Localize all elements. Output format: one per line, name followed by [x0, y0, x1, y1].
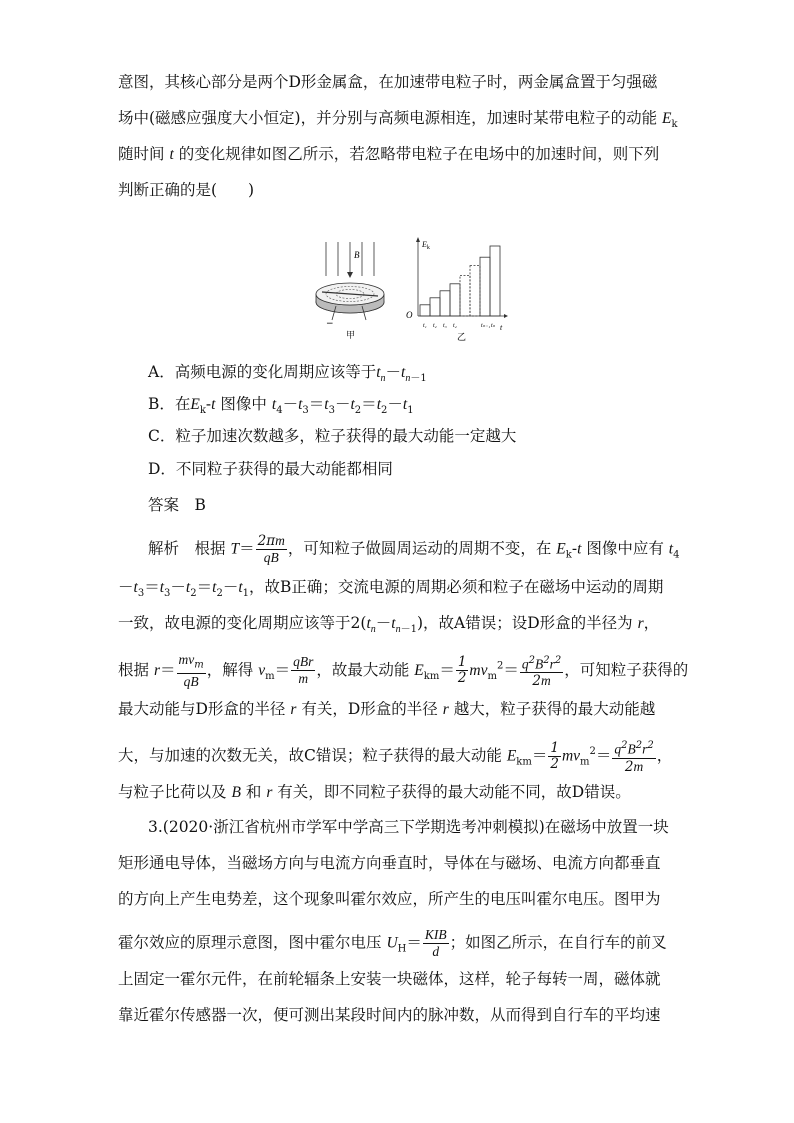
x-axis-label: t — [500, 323, 503, 332]
field-label: B — [354, 250, 360, 260]
intro-line-1: 意图，其核心部分是两个D形金属盒，在加速带电粒子时，两金属盒置于匀强磁 — [118, 73, 658, 91]
time-tick-label: t₂ — [433, 323, 437, 329]
left-caption: 甲 — [346, 331, 356, 341]
cyclotron-device — [316, 242, 384, 341]
energy-step-bar — [450, 284, 460, 316]
intro-line-2: 场中(磁感应强度大小恒定)，并分别与高频电源相连，加速时某带电粒子的动能 $E_k$ — [118, 109, 678, 131]
q3-line-4: 霍尔效应的原理示意图，图中霍尔电压 $U_H=$ $\frac{\text{KIB}}{d}$ ；如图乙所示，在自行车的前叉 — [118, 927, 667, 959]
figure-svg — [312, 236, 508, 344]
analysis-line-5: 最大动能与D形盒的半径 r 有关，D形盒的半径 r 越大，粒子获得的最大动能越 — [118, 700, 656, 718]
time-tick-label: tₙ₋₁ — [481, 323, 491, 329]
ek-t-chart — [406, 237, 508, 343]
option-a: A．高频电源的变化周期应该等于$t_n-t_{n-1}$ — [148, 363, 427, 385]
intro-line-4: 判断正确的是( ) — [118, 181, 255, 199]
energy-step-bar — [430, 298, 440, 316]
time-tick-label: tₙ — [491, 323, 496, 329]
energy-step-bar — [460, 275, 470, 316]
energy-step-bar — [490, 246, 500, 316]
y-axis-label: $E_k$ — [422, 240, 430, 251]
option-b: B．在$E_k-t$ 图像中 $t_4-t_3=t_3-t_2=t_2-t_1$ — [148, 395, 414, 417]
cyclotron-figure — [312, 236, 508, 344]
q3-line-2: 矩形通电导体，当磁场方向与电流方向垂直时，导体在与磁场、电流方向都垂直 — [118, 854, 661, 872]
q3-line-1: 3.(2020·浙江省杭州市学军中学高三下学期选考冲刺模拟)在磁场中放置一块 — [148, 818, 669, 836]
q3-line-6: 靠近霍尔传感器一次，便可测出某段时间内的脉冲数，从而得到自行车的平均速 — [118, 1006, 661, 1024]
option-c: C．粒子加速次数越多，粒子获得的最大动能一定越大 — [148, 427, 517, 445]
energy-step-bar — [470, 266, 480, 316]
analysis-line-2: $-t_3=t_3-t_2=t_2-t_1$，故B正确；交流电源的周期必须和粒子在磁场中运动的周期 — [118, 578, 664, 600]
analysis-line-7: 与粒子比荷以及 B 和 r 有关，即不同粒子获得的最大动能不同，故D错误。 — [118, 783, 631, 801]
analysis-line-4: 根据 r＝ $\frac{mv_m}{qB}$ ，解得 $v_m=$ $\frac{\text{qBr}}{m}$ ，故最大动能 $E_{km}=$ $\frac{1}{2}$ $mv_m^2=$ $\frac{q^2B^2r^2}{2m}$ ，可知粒子获得的 — [118, 652, 689, 690]
option-d: D．不同粒子获得的最大动能都相同 — [148, 460, 393, 478]
intro-line-3: 随时间 t 的变化规律如图乙所示，若忽略带电粒子在电场中的加速时间，则下列 — [118, 145, 660, 163]
energy-step-bar — [480, 257, 490, 316]
time-tick-label: t₁ — [423, 323, 427, 329]
analysis-line-6: 大，与加速的次数无关，故C错误；粒子获得的最大动能 $E_{km}=$ $\frac{1}{2}$ $mv_m^2=$ $\frac{q^2B^2r^2}{2m}$ ， — [118, 739, 673, 775]
time-tick-label: t₄ — [453, 323, 457, 329]
right-caption: 乙 — [457, 333, 467, 343]
q3-line-5: 上固定一霍尔元件，在前轮辐条上安装一块磁体，这样，轮子每转一周，磁体就 — [118, 970, 661, 988]
q3-line-3: 的方向上产生电势差，这个现象叫霍尔效应，所产生的电压叫霍尔电压。图甲为 — [118, 890, 661, 908]
svg-text:−: − — [326, 319, 334, 329]
time-tick-label: t₃ — [443, 323, 447, 329]
energy-step-bar — [420, 305, 430, 316]
answer: 答案 B — [148, 496, 206, 514]
energy-step-bar — [440, 291, 450, 316]
analysis-line-3: 一致，故电源的变化周期应该等于$2(t_n-t_{n-1})$，故A错误；设D形盒的半径为 r， — [118, 614, 660, 636]
analysis-line-1: 解析 根据 T＝ $\frac{2\pi m}{qB}$ ，可知粒子做圆周运动的周期不变，在 $E_k-t$ 图像中应有 $t_4$ — [148, 533, 680, 565]
origin-label: O — [406, 310, 413, 320]
